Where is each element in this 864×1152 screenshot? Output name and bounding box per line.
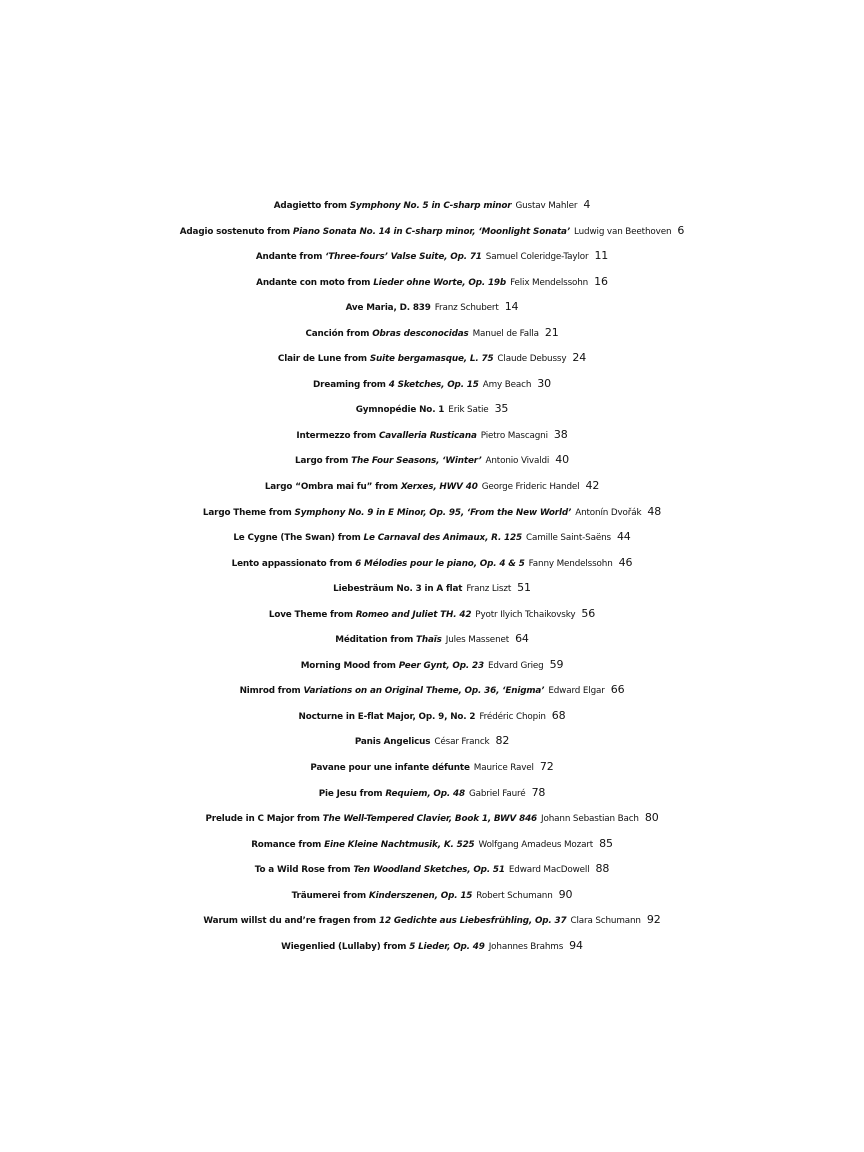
work-title: Romeo and Juliet TH. 42 — [355, 609, 472, 620]
toc-entry — [0, 626, 864, 652]
piece-title: Liebesträum No. 3 in A flat — [333, 584, 463, 595]
toc-entry — [0, 550, 864, 576]
toc-entry — [0, 422, 864, 448]
work-title: 6 Mélodies pour le piano, Op. 4 & 5 — [355, 558, 525, 569]
toc-entry — [0, 856, 864, 882]
page-number: 46 — [618, 555, 633, 569]
piece-title: Panis Angelicus — [354, 737, 431, 748]
piece-title: Wiegenlied (Lullaby) from — [281, 941, 410, 952]
page-number: 51 — [517, 581, 531, 595]
page-number: 21 — [544, 325, 559, 339]
composer-name: Jules Massenet — [445, 635, 510, 646]
composer-name: Felix Mendelssohn — [510, 277, 589, 288]
piece-title: Nimrod from — [239, 686, 304, 697]
piece-title: Andante from — [255, 252, 326, 263]
toc-entry — [0, 652, 864, 678]
page-number: 68 — [551, 708, 566, 722]
piece-title: Gymnopédie No. 1 — [355, 405, 445, 416]
page-number: 35 — [494, 402, 509, 416]
composer-name: César Franck — [434, 737, 490, 748]
work-title: The Four Seasons, ‘Winter’ — [351, 456, 482, 467]
piece-title: Méditation from — [335, 635, 417, 646]
work-title: ‘Three-fours’ Valse Suite, Op. 71 — [325, 252, 482, 263]
page-number: 92 — [646, 913, 661, 927]
page-number: 48 — [647, 504, 662, 518]
composer-name: Clara Schumann — [570, 916, 641, 927]
work-title: Piano Sonata No. 14 in C-sharp minor, ‘Moonlight Sonata’ — [292, 226, 571, 237]
page-number: 78 — [531, 785, 546, 799]
toc-entry — [0, 754, 864, 780]
composer-name: Maurice Ravel — [473, 763, 534, 774]
work-title: Ten Woodland Sketches, Op. 51 — [353, 865, 505, 876]
piece-title: Morning Mood from — [300, 660, 399, 671]
composer-name: Pyotr Ilyich Tchaikovsky — [475, 609, 576, 620]
piece-title: Romance from — [251, 839, 325, 850]
page-number: 6 — [677, 223, 685, 237]
toc-entry — [0, 320, 864, 346]
toc-entry — [0, 907, 864, 933]
toc-entry — [0, 677, 864, 703]
toc-entry — [0, 294, 864, 320]
piece-title: Clair de Lune from — [277, 354, 370, 365]
piece-title: Adagietto from — [273, 201, 350, 211]
toc-entry — [0, 780, 864, 806]
page-number: 85 — [599, 836, 613, 850]
work-title: Eine Kleine Nachtmusik, K. 525 — [324, 839, 475, 850]
toc-entry — [0, 933, 864, 959]
piece-title: Pie Jesu from — [318, 788, 386, 799]
page-number: 56 — [581, 606, 596, 620]
work-title: 5 Lieder, Op. 49 — [409, 941, 485, 952]
piece-title: Lento appassionato from — [231, 558, 356, 569]
piece-title: Adagio sostenuto from — [179, 226, 293, 237]
table-of-contents — [0, 192, 864, 958]
composer-name: Johann Sebastian Bach — [541, 814, 639, 825]
composer-name: Gabriel Fauré — [468, 788, 526, 799]
work-title: Peer Gynt, Op. 23 — [398, 660, 484, 671]
page-number: 16 — [594, 274, 608, 288]
work-title: Obras desconocidas — [372, 328, 469, 339]
piece-title: Prelude in C Major from — [205, 814, 323, 825]
toc-entry — [0, 345, 864, 371]
work-title: Cavalleria Rusticana — [378, 430, 477, 441]
toc-entry — [0, 447, 864, 473]
work-title: Symphony No. 5 in C-sharp minor — [349, 201, 512, 211]
toc-entry — [0, 269, 864, 295]
composer-name: Erik Satie — [448, 405, 489, 416]
page-number: 59 — [549, 657, 564, 671]
page-number: 40 — [555, 453, 569, 467]
page-number: 4 — [583, 198, 591, 211]
composer-name: Frédéric Chopin — [479, 711, 546, 722]
composer-name: Johannes Brahms — [488, 941, 564, 952]
page-number: 72 — [539, 760, 554, 774]
composer-name: Antonio Vivaldi — [485, 456, 550, 467]
page-number: 14 — [504, 300, 519, 314]
toc-entry — [0, 831, 864, 857]
composer-name: Gustav Mahler — [515, 201, 578, 211]
work-title: Lieder ohne Worte, Op. 19b — [373, 277, 507, 288]
piece-title: Warum willst du and’re fragen from — [203, 916, 379, 927]
composer-name: Claude Debussy — [497, 354, 567, 365]
toc-entry — [0, 524, 864, 550]
piece-title: Intermezzo from — [296, 430, 379, 441]
work-title: Kinderszenen, Op. 15 — [368, 890, 473, 901]
work-title: 4 Sketches, Op. 15 — [388, 379, 479, 390]
piece-title: Andante con moto from — [256, 277, 374, 288]
piece-title: Dreaming from — [313, 379, 389, 390]
composer-name: Amy Beach — [482, 379, 532, 390]
work-title: Xerxes, HWV 40 — [400, 482, 478, 493]
page-number: 30 — [537, 376, 551, 390]
composer-name: Manuel de Falla — [472, 328, 539, 339]
piece-title: Nocturne in E-flat Major, Op. 9, No. 2 — [298, 711, 476, 722]
piece-title: Largo Theme from — [202, 507, 295, 518]
composer-name: Pietro Mascagni — [480, 430, 548, 441]
piece-title: Le Cygne (The Swan) from — [233, 533, 364, 544]
toc-entry — [0, 371, 864, 397]
composer-name: Robert Schumann — [476, 890, 553, 901]
piece-title: To a Wild Rose from — [254, 865, 354, 876]
composer-name: Edvard Grieg — [487, 660, 544, 671]
page-number: 94 — [569, 938, 583, 952]
toc-entry — [0, 396, 864, 422]
toc-entry — [0, 882, 864, 908]
page-number: 90 — [558, 887, 573, 901]
toc-entry — [0, 805, 864, 831]
work-title: Thaïs — [416, 635, 442, 646]
piece-title: Largo “Ombra mai fu” from — [264, 482, 401, 493]
work-title: Symphony No. 9 in E Minor, Op. 95, ‘From the New World’ — [294, 507, 572, 518]
piece-title: Pavane pour une infante défunte — [310, 763, 470, 774]
page-number: 66 — [610, 683, 625, 697]
composer-name: Wolfgang Amadeus Mozart — [478, 839, 594, 850]
toc-entry — [0, 575, 864, 601]
piece-title: Träumerei from — [291, 890, 369, 901]
composer-name: Edward Elgar — [548, 686, 605, 697]
work-title: The Well-Tempered Clavier, Book 1, BWV 846 — [322, 814, 538, 825]
toc-entry — [0, 728, 864, 754]
toc-entry — [0, 499, 864, 525]
composer-name: Camille Saint-Saëns — [525, 533, 611, 544]
piece-title: Ave Maria, D. 839 — [345, 303, 431, 314]
page-number: 42 — [585, 479, 600, 493]
page-number: 24 — [572, 351, 587, 365]
work-title: Le Carnaval des Animaux, R. 125 — [363, 533, 522, 544]
composer-name: Franz Schubert — [434, 303, 499, 314]
work-title: Requiem, Op. 48 — [385, 788, 465, 799]
page-number: 80 — [644, 811, 659, 825]
composer-name: Samuel Coleridge-Taylor — [485, 252, 589, 263]
toc-entry — [0, 703, 864, 729]
composer-name: Antonín Dvořák — [575, 507, 642, 518]
page-number: 82 — [495, 734, 510, 748]
page-number: 44 — [616, 530, 631, 544]
composer-name: Fanny Mendelssohn — [528, 558, 613, 569]
toc-entry — [0, 192, 864, 218]
toc-entry — [0, 601, 864, 627]
page-number: 88 — [595, 862, 610, 876]
toc-entry — [0, 243, 864, 269]
toc-entry — [0, 218, 864, 244]
work-title: 12 Gedichte aus Liebesfrühling, Op. 37 — [378, 916, 567, 927]
piece-title: Love Theme from — [268, 609, 356, 620]
page-number: 64 — [515, 632, 529, 646]
composer-name: George Frideric Handel — [481, 482, 580, 493]
page-number: 38 — [553, 427, 568, 441]
composer-name: Edward MacDowell — [508, 865, 590, 876]
composer-name: Franz Liszt — [466, 584, 512, 595]
toc-entry — [0, 473, 864, 499]
composer-name: Ludwig van Beethoven — [574, 226, 672, 237]
page-number: 11 — [594, 249, 609, 263]
work-title: Suite bergamasque, L. 75 — [369, 354, 494, 365]
work-title: Variations on an Original Theme, Op. 36, ‘Enigma’ — [303, 686, 545, 697]
piece-title: Canción from — [305, 328, 373, 339]
piece-title: Largo from — [295, 456, 352, 467]
